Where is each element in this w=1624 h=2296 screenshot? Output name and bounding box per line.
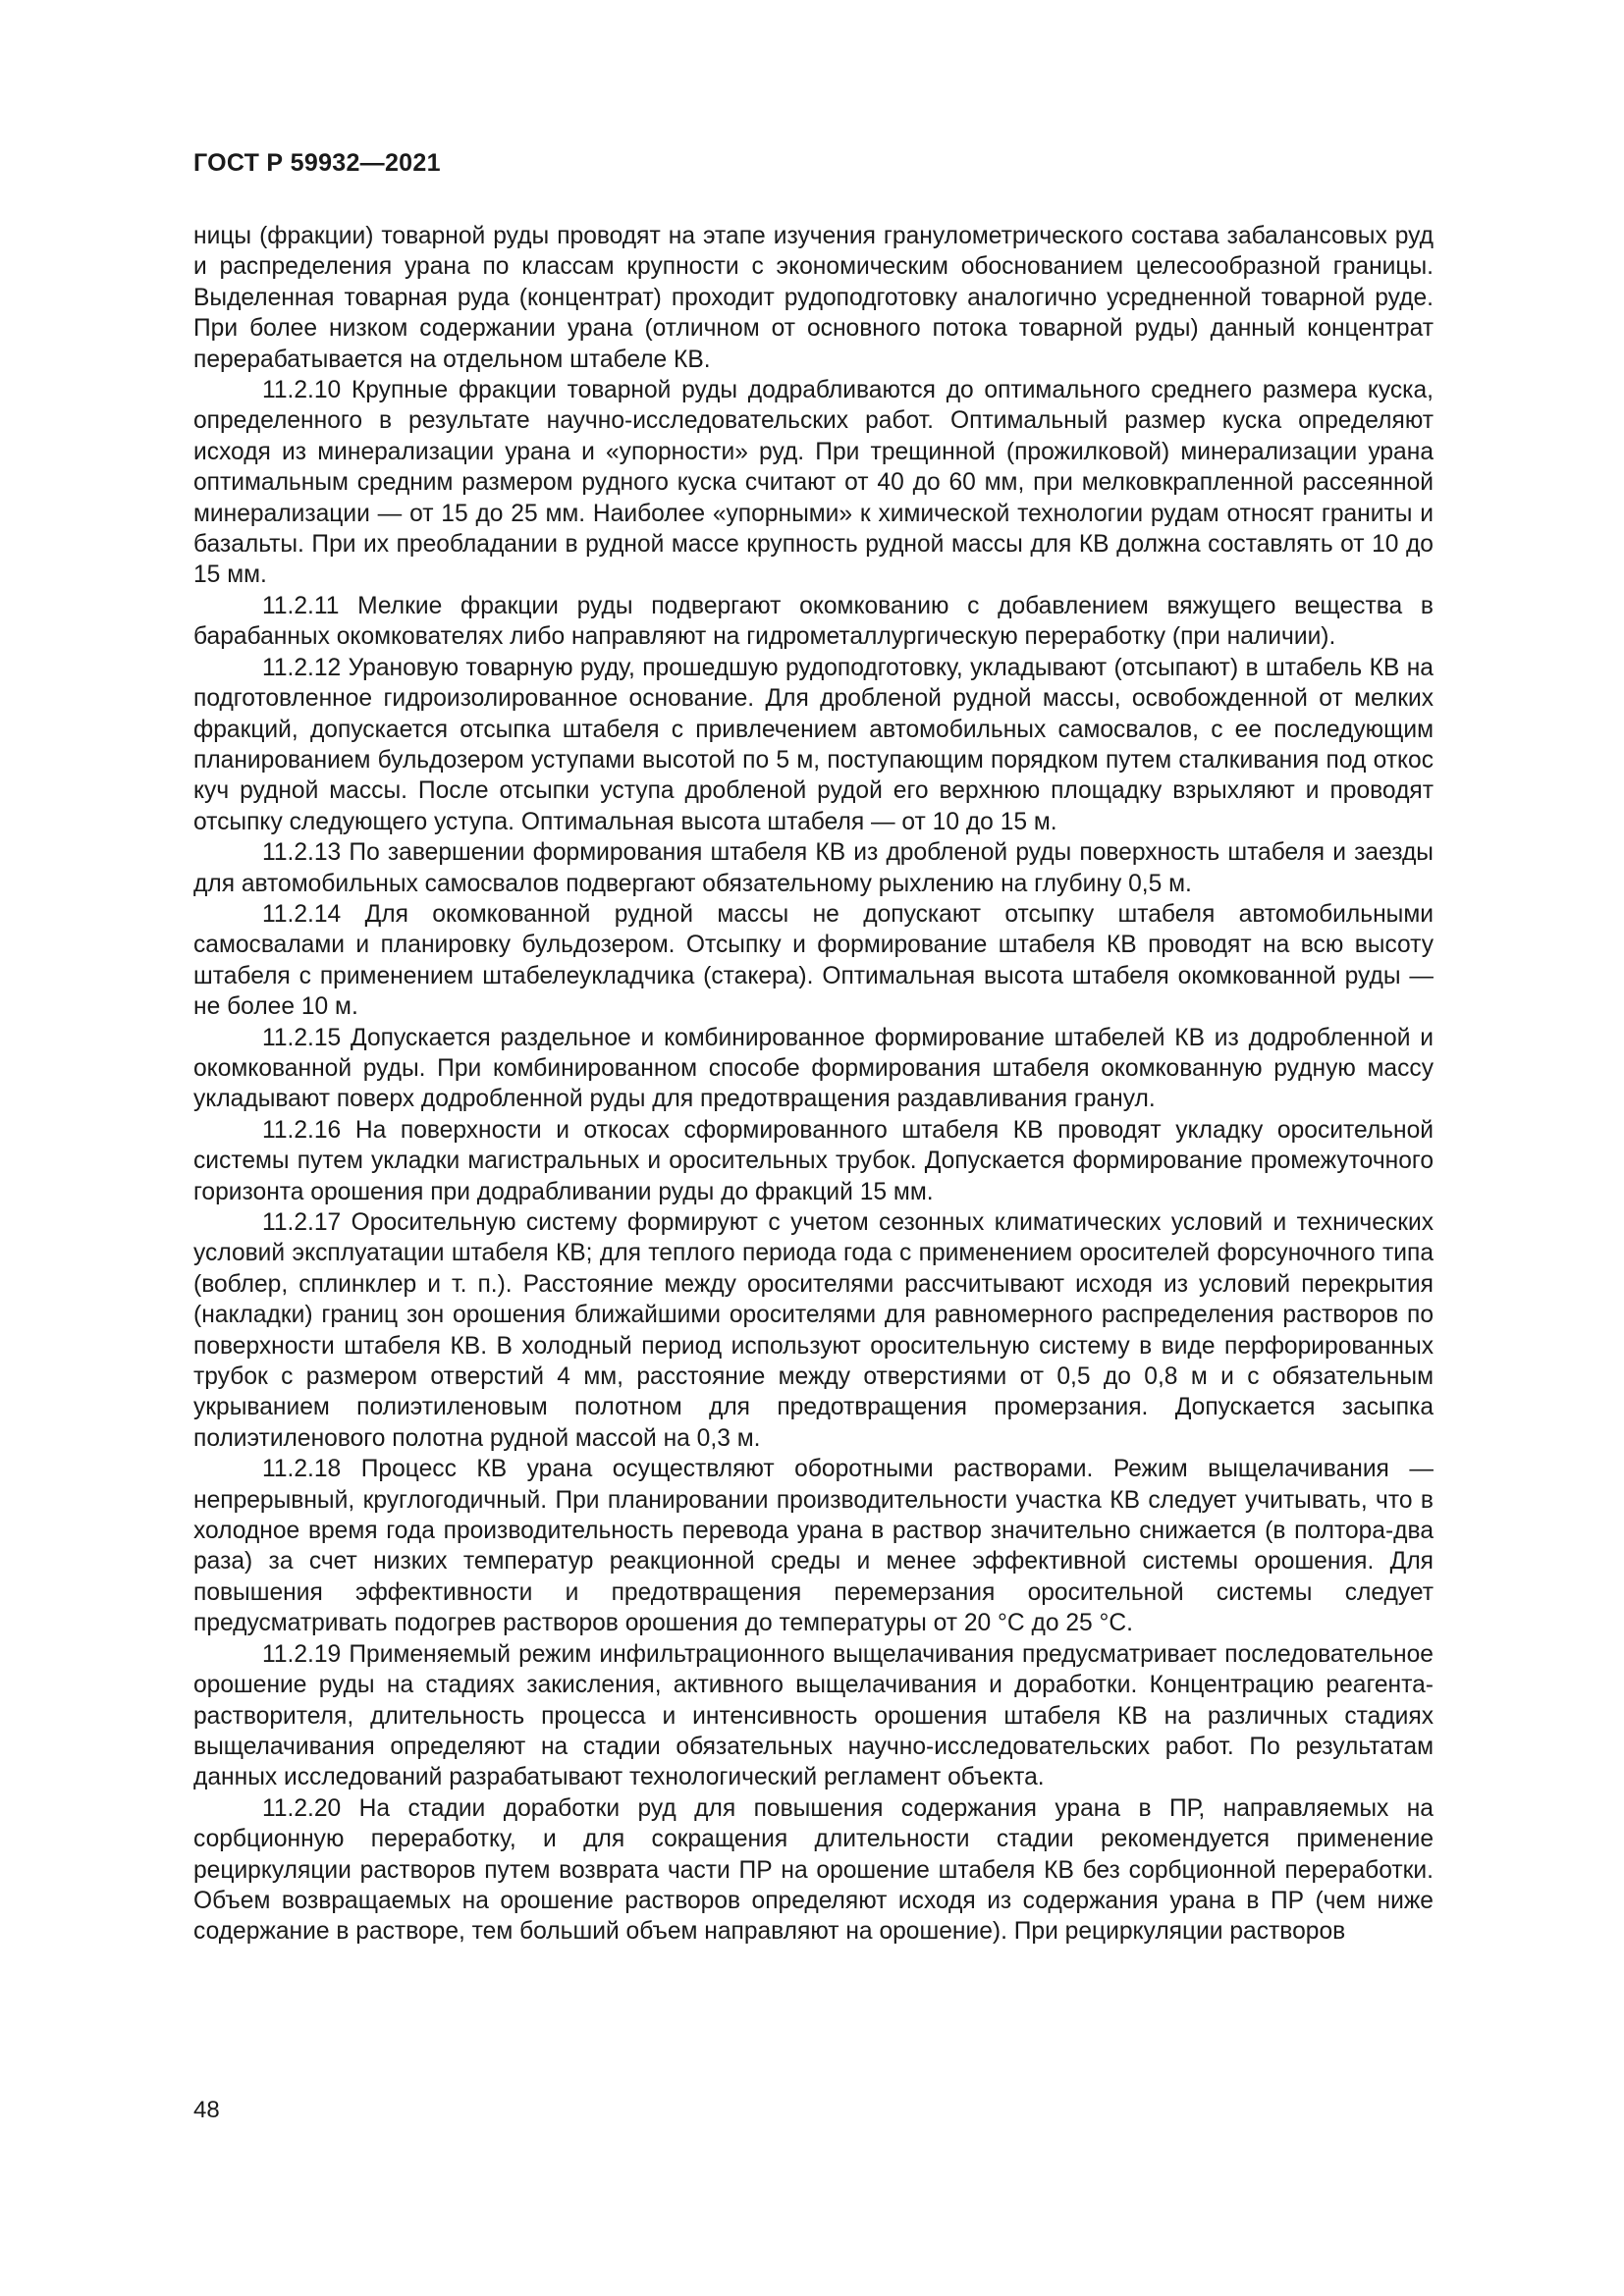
page-number: 48 <box>193 2097 220 2123</box>
paragraph-continuation: ницы (фракции) товарной руды проводят на этапе изучения гранулометрического состава забалансовых руд и распределения урана по классам крупности с экономическим обоснованием целесообразной границы. Выделенная товарная руда (концентрат) проходит рудоподготовку аналогично усредненной товарной руде. При более низком содержании урана (отличном от основного потока товарной руды) данный концентрат перерабатывается на отдельном штабеле КВ. <box>193 223 1434 373</box>
clause-11-2-19: 11.2.19 Применяемый режим инфильтрационного выщелачивания предусматривает последовательное орошение руды на стадиях закисления, активного выщелачивания и доработки. Концентрацию реагента-растворителя, длительность процесса и интенсивность орошения штабеля КВ на различных стадиях выщелачивания определяют на стадии обязательных научно-исследовательских работ. По результатам данных исследований разрабатывают технологический регламент объекта. <box>193 1640 1434 1791</box>
clause-11-2-11: 11.2.11 Мелкие фракции руды подвергают окомкованию с добавлением вяжущего вещества в барабанных окомкователях либо направляют на гидрометаллургическую переработку (при наличии). <box>193 592 1434 651</box>
clause-11-2-15: 11.2.15 Допускается раздельное и комбинированное формирование штабелей КВ из додробленной и окомкованной руды. При комбинированном способе формирования штабеля окомкованную рудную массу укладывают поверх додробленной руды для предотвращения раздавливания гранул. <box>193 1024 1434 1113</box>
clause-11-2-17: 11.2.17 Оросительную систему формируют с учетом сезонных климатических условий и технических условий эксплуатации штабеля КВ; для теплого периода года с применением оросителей форсуночного типа (воблер, сплинклер и т. п.). Расстояние между оросителями рассчитывают исходя из условий перекрытия (накладки) границ зон орошения ближайшими оросителями для равномерного распределения растворов по поверхности штабеля КВ. В холодный период используют оросительную систему в виде перфорированных трубок с размером отверстий 4 мм, расстояние между отверстиями от 0,5 до 0,8 м и с обязательным укрыванием полиэтиленовым полотном для предотвращения промерзания. Допускается засыпка полиэтиленового полотна рудной массой на 0,3 м. <box>193 1209 1434 1452</box>
clause-11-2-16: 11.2.16 На поверхности и откосах сформированного штабеля КВ проводят укладку оросительной системы путем укладки магистральных и оросительных трубок. Допускается формирование промежуточного горизонта орошения при додрабливании руды до фракций 15 мм. <box>193 1116 1434 1205</box>
standard-header: ГОСТ Р 59932—2021 <box>193 149 441 177</box>
clause-11-2-12: 11.2.12 Урановую товарную руду, прошедшую рудоподготовку, укладывают (отсыпают) в штабель КВ на подготовленное гидроизолированное основание. Для дробленой рудной массы, освобожденной от мелких фракций, допускается отсыпка штабеля с привлечением автомобильных самосвалов, с ее последующим планированием бульдозером уступами высотой по 5 м, поступающим порядком путем сталкивания под откос куч рудной массы. После отсыпки уступа дробленой рудой его верхнюю площадку взрыхляют и проводят отсыпку следующего уступа. Оптимальная высота штабеля — от 10 до 15 м. <box>193 654 1434 835</box>
clause-11-2-20: 11.2.20 На стадии доработки руд для повышения содержания урана в ПР, направляемых на сорбционную переработку, и для сокращения длительности стадии рекомендуется применение рециркуляции растворов путем возврата части ПР на орошение штабеля КВ без сорбционной переработки. Объем возвращаемых на орошение растворов определяют исходя из содержания урана в ПР (чем ниже содержание в растворе, тем больший объем направляют на орошение). При рециркуляции растворов <box>193 1794 1434 1946</box>
clause-11-2-18: 11.2.18 Процесс КВ урана осуществляют оборотными растворами. Режим выщелачивания — непрерывный, круглогодичный. При планировании производительности участка КВ следует учитывать, что в холодное время года производительность перевода урана в раствор значительно снижается (в полтора-два раза) за счет низких температур реакционной среды и менее эффективной системы орошения. Для повышения эффективности и предотвращения перемерзания оросительной системы следует предусматривать подогрев растворов орошения до температуры от 20 °С до 25 °С. <box>193 1456 1434 1637</box>
clause-11-2-13: 11.2.13 По завершении формирования штабеля КВ из дробленой руды поверхность штабеля и заезды для автомобильных самосвалов подвергают обязательному рыхлению на глубину 0,5 м. <box>193 839 1434 897</box>
clause-11-2-10: 11.2.10 Крупные фракции товарной руды додрабливаются до оптимального среднего размера куска, определенного в результате научно-исследовательских работ. Оптимальный размер куска определяют исходя из минерализации урана и «упорности» руд. При трещинной (прожилковой) минерализации урана оптимальным средним размером рудного куска считают от 40 до 60 мм, при мелковкрапленной рассеянной минерализации — от 15 до 25 мм. Наиболее «упорными» к химической технологии рудам относят граниты и базальты. При их преобладании в рудной массе крупность рудной массы для КВ должна составлять от 10 до 15 мм. <box>193 377 1434 589</box>
document-body <box>193 221 1434 1948</box>
clause-11-2-14: 11.2.14 Для окомкованной рудной массы не допускают отсыпку штабеля автомобильными самосвалами и планировку бульдозером. Отсыпку и формирование штабеля КВ проводят на всю высоту штабеля с применением штабелеукладчика (стакера). Оптимальная высота штабеля окомкованной руды — не более 10 м. <box>193 900 1434 1021</box>
